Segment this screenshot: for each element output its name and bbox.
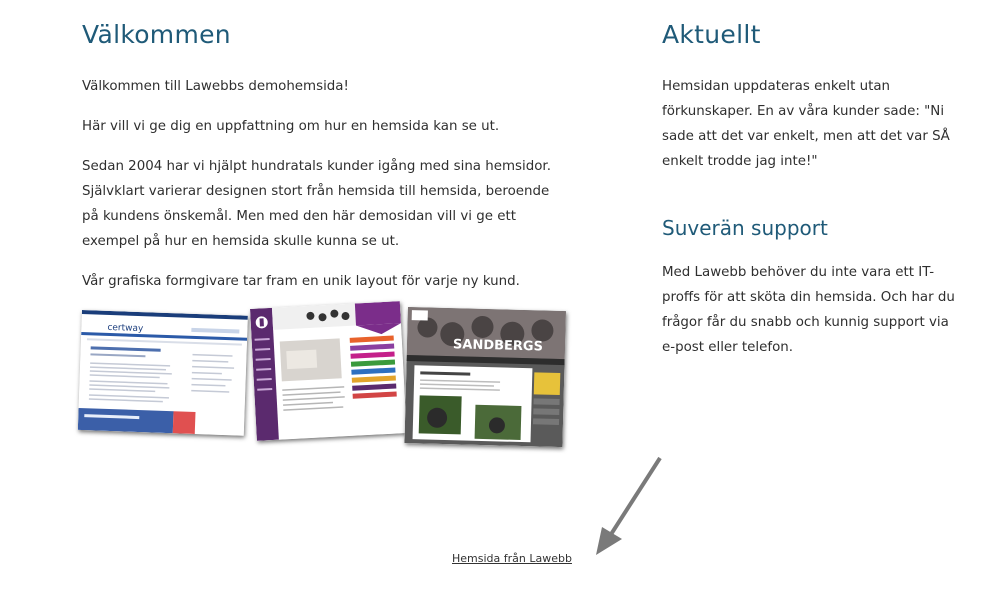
screenshot-certway <box>78 310 248 436</box>
certway-logo-text: certway <box>107 322 144 335</box>
welcome-title: Välkommen <box>82 20 231 49</box>
support-title: Suverän support <box>662 216 828 240</box>
sandbergs-logo-text: SANDBERGS <box>452 337 544 355</box>
screenshot-holmstet <box>250 301 407 441</box>
sandbergs-thumbnail-image <box>404 307 566 447</box>
holmstet-thumbnail-image <box>250 301 407 441</box>
example-screenshots <box>82 307 572 449</box>
support-text: Med Lawebb behöver du inte vara ett IT-proffs för att sköta din hemsida. Och har du frågor får du snabb och kunnig support via e-post eller telefon. <box>662 265 955 355</box>
footer-lawebb-link[interactable]: Hemsida från Lawebb <box>452 552 572 565</box>
welcome-paragraph-2: Här vill vi ge dig en uppfattning om hur en hemsida kan se ut. <box>82 119 500 134</box>
screenshot-sandbergs <box>404 307 566 447</box>
news-text: Hemsidan uppdateras enkelt utan förkunskaper. En av våra kunder sade: "Ni sade att det var enkelt, men att det var SÅ enkelt trodde jag inte!" <box>662 79 950 169</box>
sidebar <box>662 18 962 375</box>
arrow-pointer-icon <box>590 455 670 560</box>
news-title: Aktuellt <box>662 20 761 49</box>
certway-thumbnail-image <box>78 310 248 436</box>
welcome-paragraph-4: Vår grafiska formgivare tar fram en unik layout för varje ny kund. <box>82 274 520 289</box>
welcome-section <box>82 18 562 309</box>
welcome-paragraph-1: Välkommen till Lawebbs demohemsida! <box>82 79 349 94</box>
welcome-paragraph-3: Sedan 2004 har vi hjälpt hundratals kunder igång med sina hemsidor. Självklart varierar designen stort från hemsida till hemsida, beroende på kundens önskemål. Men med den här demosidan vill vi ge ett exempel på hur en hemsida skulle kunna se ut. <box>82 159 551 249</box>
